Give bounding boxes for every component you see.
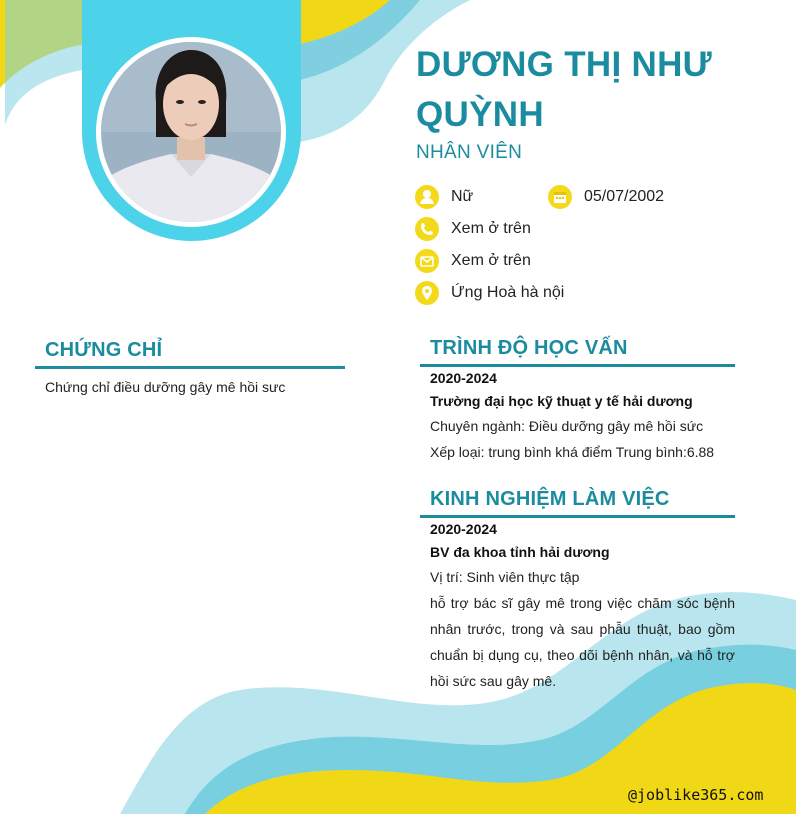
- gender-value: Nữ: [451, 188, 474, 205]
- certificates-title: CHỨNG CHỈ: [45, 339, 163, 361]
- location-pin-icon: [415, 281, 439, 305]
- education-rank: Xếp loại: trung bình khá điểm Trung bình:6.88: [430, 444, 715, 460]
- person-name: DƯƠNG THỊ NHƯ QUỲNH: [416, 45, 712, 134]
- phone-value: Xem ở trên: [451, 220, 531, 237]
- phone-icon: [415, 217, 439, 241]
- job-title: NHÂN VIÊN: [416, 142, 523, 163]
- education-major: Chuyên ngành: Điều dưỡng gây mê hồi sức: [430, 418, 704, 434]
- experience-title: KINH NGHIỆM LÀM VIỆC: [430, 488, 670, 510]
- phone-row: [415, 217, 531, 241]
- experience-position: Vị trí: Sinh viên thực tập: [430, 569, 580, 585]
- address-row: [415, 281, 564, 305]
- experience-company: BV đa khoa tỉnh hải dương: [430, 544, 610, 560]
- certificates-divider: [35, 366, 345, 369]
- certificate-item: Chứng chỉ điều dưỡng gây mê hồi sưc: [45, 379, 286, 395]
- experience-divider: [420, 515, 735, 518]
- experience-period: 2020-2024: [430, 521, 497, 537]
- education-school: Trường đại học kỹ thuạt y tế hải dương: [430, 393, 693, 409]
- birthday-value: 05/07/2002: [584, 188, 665, 205]
- education-period: 2020-2024: [430, 370, 497, 386]
- profile-photo: [101, 42, 281, 222]
- birthday-row: [548, 185, 664, 209]
- experience-description: hỗ trợ bác sĩ gây mê trong việc chăm sóc bệnh nhân trước, trong và sau phẫu thuật, bao gồm chuẩn bị dụng cụ, theo dõi bệnh nhân, và hỗ trợ hồi sức sau gây mê.: [430, 595, 735, 689]
- user-icon: [415, 185, 439, 209]
- email-row: [415, 249, 531, 273]
- email-value: Xem ở trên: [451, 252, 531, 269]
- gender-row: [415, 185, 473, 209]
- watermark: @joblike365.com: [628, 786, 764, 804]
- calendar-icon: [548, 185, 572, 209]
- mail-icon: [415, 249, 439, 273]
- education-divider: [420, 364, 735, 367]
- education-title: TRÌNH ĐỘ HỌC VẤN: [430, 337, 628, 359]
- address-value: Ứng Hoà hà nội: [451, 284, 565, 301]
